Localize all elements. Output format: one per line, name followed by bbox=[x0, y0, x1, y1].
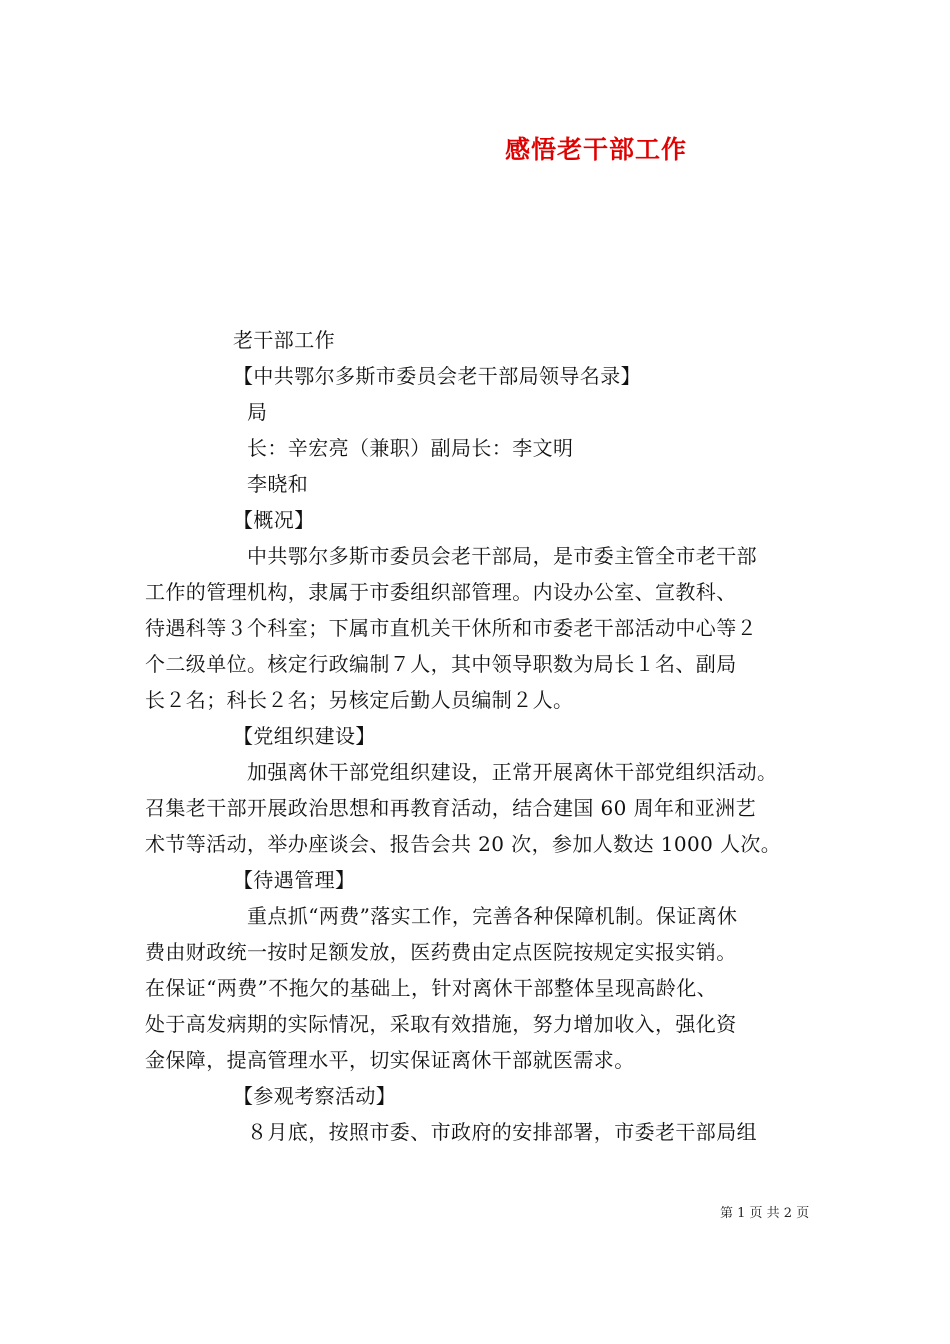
paragraph-line: ８月底，按照市委、市政府的安排部署，市委老干部局组 bbox=[247, 1120, 757, 1144]
page-number: 第 1 页 共 2 页 bbox=[720, 1206, 810, 1221]
paragraph-line: 费由财政统一按时足额发放，医药费由定点医院按规定实报实销。 bbox=[145, 940, 737, 964]
paragraph-line: 个二级单位。核定行政编制７人，其中领导职数为局长１名、副局 bbox=[145, 652, 737, 676]
paragraph-line: 重点抓“两费”落实工作，完善各种保障机制。保证离休 bbox=[247, 904, 738, 928]
document-title: 感悟老干部工作 bbox=[504, 135, 687, 164]
paragraph-line: 长２名；科长２名；另核定后勤人员编制２人。 bbox=[145, 688, 574, 712]
text-line: 【中共鄂尔多斯市委员会老干部局领导名录】 bbox=[233, 364, 641, 388]
paragraph-line: 在保证“两费”不拖欠的基础上，针对离休干部整体呈现高龄化、 bbox=[145, 976, 718, 1000]
paragraph-line: 待遇科等３个科室；下属市直机关干休所和市委老干部活动中心等２ bbox=[145, 616, 757, 640]
text-line: 长：辛宏亮（兼职）副局长：李文明 bbox=[247, 436, 574, 460]
section-heading: 【待遇管理】 bbox=[233, 868, 356, 892]
paragraph-line: 金保障，提高管理水平，切实保证离休干部就医需求。 bbox=[145, 1048, 635, 1072]
paragraph-line: 加强离休干部党组织建设，正常开展离休干部党组织活动。 bbox=[247, 760, 778, 784]
paragraph-line: 召集老干部开展政治思想和再教育活动，结合建国 60 周年和亚洲艺 bbox=[145, 796, 756, 820]
paragraph-line: 中共鄂尔多斯市委员会老干部局，是市委主管全市老干部 bbox=[247, 544, 757, 568]
text-line: 李晓和 bbox=[247, 472, 309, 496]
section-heading: 【参观考察活动】 bbox=[233, 1084, 397, 1108]
text-line: 局 bbox=[247, 400, 268, 424]
text-line: 老干部工作 bbox=[233, 328, 335, 352]
paragraph-line: 处于高发病期的实际情况，采取有效措施，努力增加收入，强化资 bbox=[145, 1012, 737, 1036]
section-heading: 【党组织建设】 bbox=[233, 724, 376, 748]
section-heading: 【概况】 bbox=[233, 508, 315, 532]
paragraph-line: 工作的管理机构，隶属于市委组织部管理。内设办公室、宣教科、 bbox=[145, 580, 737, 604]
paragraph-line: 术节等活动，举办座谈会、报告会共 20 次，参加人数达 1000 人次。 bbox=[145, 832, 782, 856]
